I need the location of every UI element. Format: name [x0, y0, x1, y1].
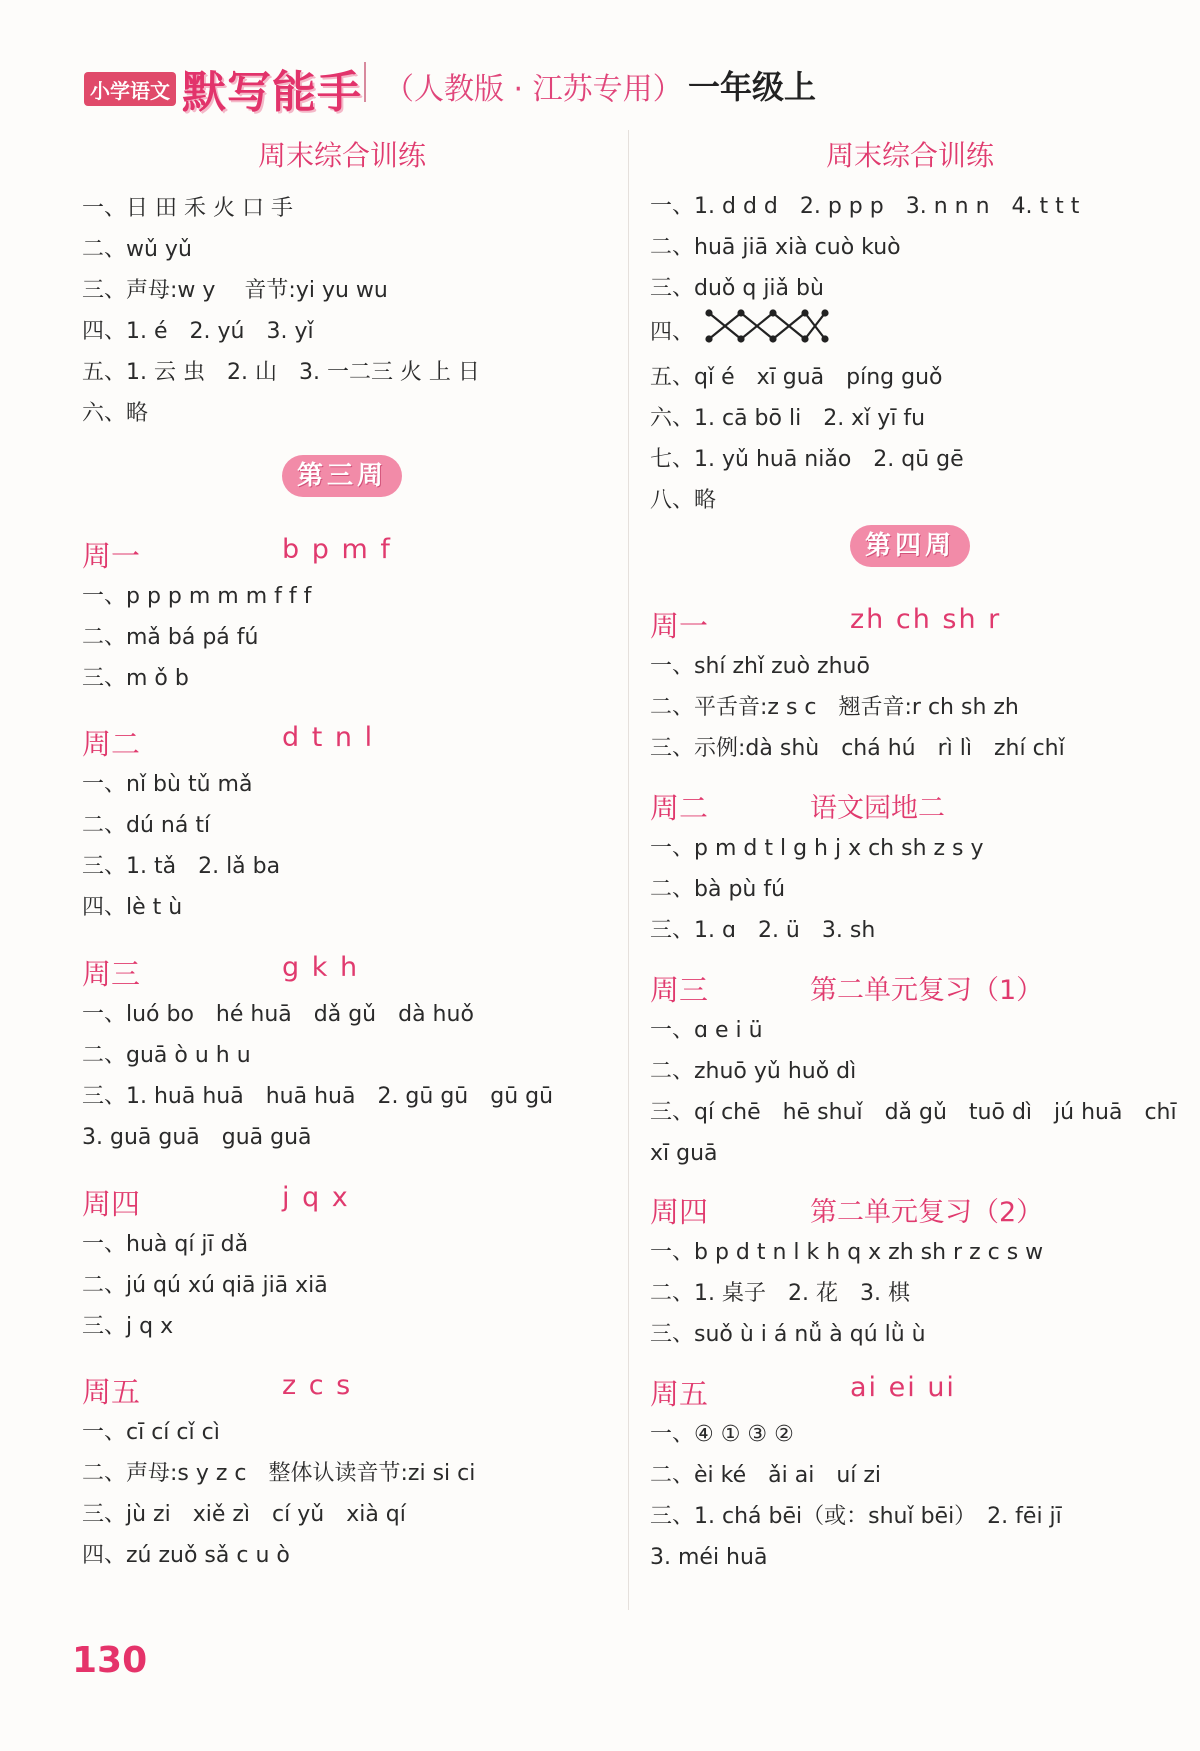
- answer-line: 二、zhuō yǔ huǒ dì: [650, 1059, 857, 1084]
- right-day-1: [650, 600, 1170, 769]
- right-day-3: [650, 964, 1177, 1174]
- cross-match-icon: [701, 309, 831, 357]
- answer-line: 四、1. é 2. yú 3. yǐ: [82, 319, 314, 344]
- day-name: 周五: [650, 1377, 709, 1411]
- answer-line: 一、日 田 禾 火 口 手: [82, 196, 293, 221]
- day-name: 周一: [650, 609, 709, 643]
- answer-line: 二、èi ké ǎi ai uí zi: [650, 1463, 882, 1488]
- answer-line: 五、qǐ é xī guā píng guǒ: [650, 365, 943, 390]
- answer-line: 3. méi huā: [650, 1545, 768, 1570]
- brand-logo: 默写能手: [182, 67, 362, 118]
- brand-small: 小学语文: [84, 72, 176, 106]
- answer-line: 二、dú ná tí: [82, 813, 211, 838]
- week-badge: 第四周: [850, 525, 970, 567]
- answer-line: 一、p m d t l g h j x ch sh z s y: [650, 836, 984, 861]
- left-day-2: [82, 718, 602, 928]
- answer-line: 三、1. ɑ 2. ü 3. sh: [650, 918, 876, 943]
- answer-line: 一、1. d d d 2. p p p 3. n n n 4. t t t: [650, 194, 1080, 219]
- answer-line: 三、j q x: [82, 1314, 174, 1339]
- answer-line: 三、m ǒ b: [82, 666, 189, 691]
- answer-line: 五、1. 云 虫 2. 山 3. 一二三 火 上 日: [82, 360, 480, 385]
- answer-line: 三、qí chē hē shuǐ dǎ gǔ tuō dì jú huā chī: [650, 1100, 1177, 1125]
- answer-line-with-diagram: [650, 309, 1170, 357]
- answer-line: 二、huā jiā xià cuò kuò: [650, 235, 901, 260]
- answer-line: 二、wǔ yǔ: [82, 237, 192, 262]
- answer-line: 六、略: [82, 401, 149, 426]
- header-divider: [364, 62, 366, 102]
- answer-line: 一、nǐ bù tǔ mǎ: [82, 772, 253, 797]
- page-number: 130: [72, 1640, 148, 1681]
- section-title: 周末综合训练: [257, 139, 426, 172]
- answer-line: 一、④ ① ③ ②: [650, 1422, 794, 1447]
- answer-line: 一、luó bo hé huā dǎ gǔ dà huǒ: [82, 1002, 474, 1027]
- right-weekend-section: [650, 134, 1170, 521]
- column-divider: [628, 130, 629, 1610]
- day-name: 周二: [650, 791, 709, 825]
- day-name: 周三: [650, 973, 709, 1007]
- answer-line: 一、cī cí cǐ cì: [82, 1420, 220, 1445]
- answer-line: 一、p p p m m m f f f: [82, 584, 312, 609]
- day-topic: 第二单元复习（1）: [810, 975, 1044, 1006]
- answer-line: 3. guā guā guā guā: [82, 1125, 312, 1150]
- right-day-4: [650, 1186, 1170, 1355]
- answer-line: 七、1. yǔ huā niǎo 2. qū gē: [650, 447, 964, 472]
- right-day-2: [650, 782, 1170, 951]
- day-topic: ai ei ui: [850, 1372, 956, 1403]
- day-topic: 第二单元复习（2）: [810, 1197, 1044, 1228]
- left-day-3: [82, 948, 602, 1158]
- answer-line: 三、jù zi xiě zì cí yǔ xià qí: [82, 1502, 406, 1527]
- day-name: 周二: [82, 727, 141, 761]
- week-badge-4: [650, 525, 1170, 567]
- answer-line: 二、jú qú xú qiā jiā xiā: [82, 1273, 328, 1298]
- answer-line: 三、1. chá bēi（或：shuǐ bēi） 2. fēi jī: [650, 1504, 1062, 1529]
- answer-line: 二、1. 桌子 2. 花 3. 棋: [650, 1281, 910, 1306]
- answer-label: 四、: [650, 320, 695, 345]
- answer-line: 三、1. huā huā huā huā 2. gū gū gū gū: [82, 1084, 554, 1109]
- section-title: 周末综合训练: [825, 139, 994, 172]
- day-name: 周一: [82, 539, 141, 573]
- answer-line: 三、声母:w y 音节:yi yu wu: [82, 278, 388, 303]
- answer-line: xī guā: [650, 1141, 718, 1166]
- answer-line: 二、声母:s y z c 整体认读音节:zi si ci: [82, 1461, 476, 1486]
- answer-line: 二、平舌音:z s c 翘舌音:r ch sh zh: [650, 695, 1019, 720]
- day-topic: z c s: [282, 1370, 353, 1401]
- day-name: 周五: [82, 1375, 141, 1409]
- answer-line: 一、b p d t n l k h q x zh sh r z c s w: [650, 1240, 1044, 1265]
- answer-line: 六、1. cā bō li 2. xǐ yī fu: [650, 406, 926, 431]
- answer-line: 三、duǒ q jiǎ bù: [650, 276, 824, 301]
- answer-line: 八、略: [650, 488, 717, 513]
- left-day-5: [82, 1366, 602, 1576]
- grade-label: 一年级上: [688, 68, 817, 106]
- answer-line: 一、ɑ e i ü: [650, 1018, 763, 1043]
- day-name: 周四: [650, 1195, 709, 1229]
- left-day-4: [82, 1178, 602, 1347]
- answer-line: 一、huà qí jī dǎ: [82, 1232, 249, 1257]
- day-topic: b p m f: [282, 534, 392, 565]
- answer-line: 三、示例:dà shù chá hú rì lì zhí chǐ: [650, 736, 1065, 761]
- day-topic: 语文园地二: [810, 793, 945, 824]
- day-topic: j q x: [282, 1182, 350, 1213]
- day-topic: g k h: [282, 952, 360, 983]
- answer-line: 三、suǒ ù i á nǚ à qú lǜ ù: [650, 1322, 926, 1347]
- left-day-1: [82, 530, 602, 699]
- answer-line: 二、guā ò u h u: [82, 1043, 251, 1068]
- day-topic: d t n l: [282, 722, 375, 753]
- left-weekend-section: [82, 134, 602, 434]
- page-header: [78, 52, 838, 118]
- day-name: 周三: [82, 957, 141, 991]
- answer-line: 二、bà pù fú: [650, 877, 786, 902]
- right-day-5: [650, 1368, 1170, 1578]
- day-topic: zh ch sh r: [850, 604, 1002, 635]
- week-badge-3: [82, 455, 602, 497]
- day-name: 周四: [82, 1187, 141, 1221]
- week-badge: 第三周: [282, 455, 402, 497]
- answer-line: 二、mǎ bá pá fú: [82, 625, 259, 650]
- answer-line: 一、shí zhǐ zuò zhuō: [650, 654, 870, 679]
- answer-line: 三、1. tǎ 2. lǎ ba: [82, 854, 281, 879]
- answer-line: 四、zú zuǒ sǎ c u ò: [82, 1543, 290, 1568]
- edition-label: （人教版 · 江苏专用）: [384, 72, 683, 107]
- answer-line: 四、lè t ù: [82, 895, 183, 920]
